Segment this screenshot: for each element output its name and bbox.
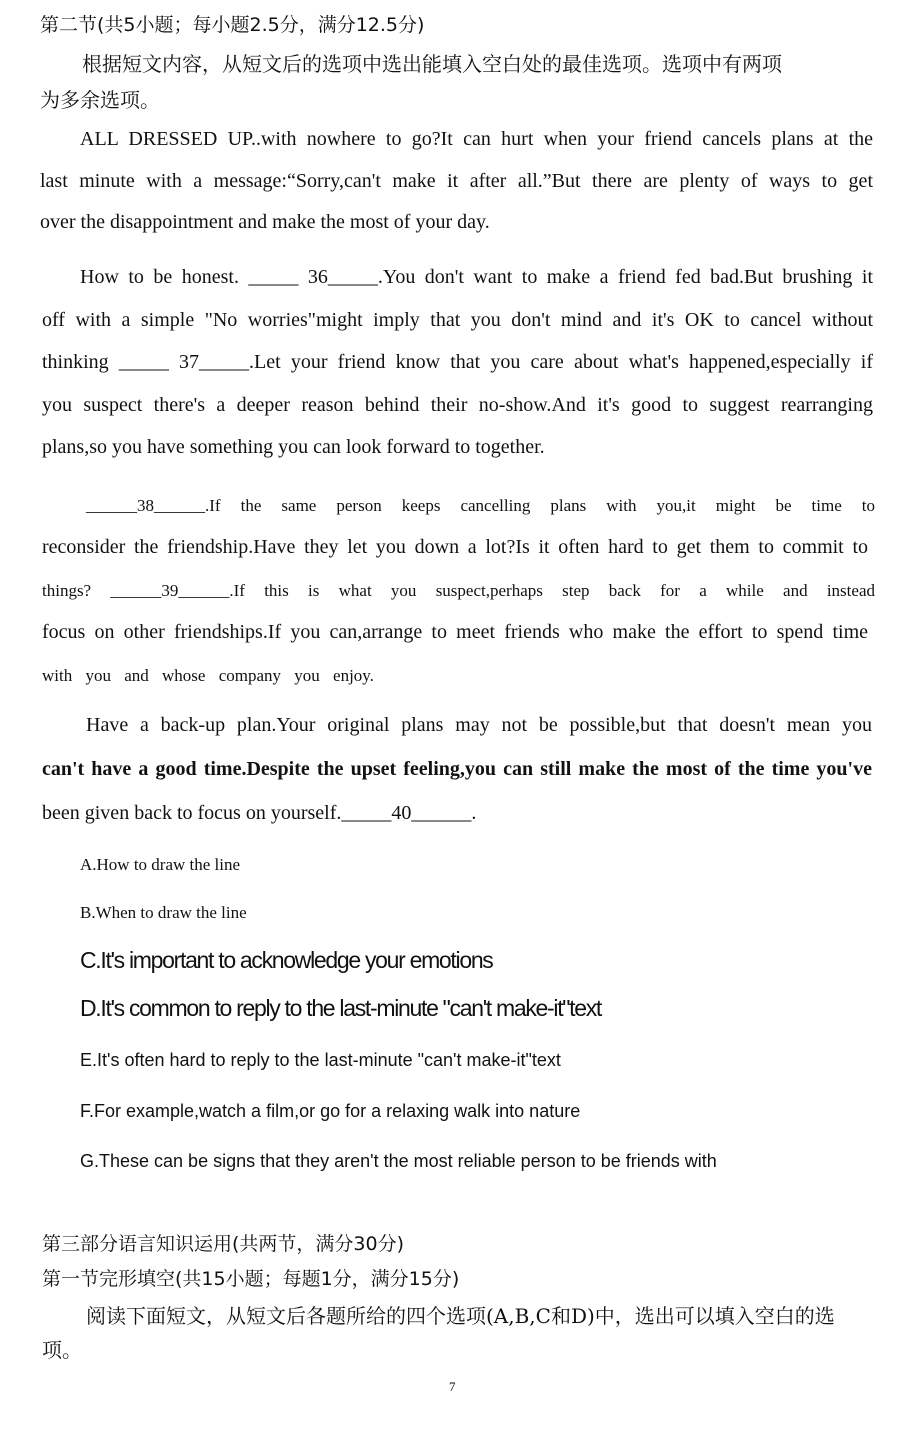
option-e: E.It's often hard to reply to the last-minute "can't make-it"text: [80, 1050, 561, 1070]
passage-line: things? ______39______.If this is what you suspect,perhaps step back for a while and instead: [42, 581, 875, 600]
option-g: G.These can be signs that they aren't the most reliable person to be friends with: [80, 1151, 717, 1171]
passage-line: plans,so you have something you can look forward to together.: [42, 436, 545, 458]
page-number: 7: [449, 1379, 456, 1394]
passage-line: thinking _____ 37_____.Let your friend know that you care about what's happened,especially if: [42, 351, 873, 373]
instruction-line: 根据短文内容，从短文后的选项中选出能填入空白处的最佳选项。选项中有两项: [82, 52, 782, 76]
passage-line: ALL DRESSED UP..with nowhere to go?It can hurt when your friend cancels plans at the: [80, 128, 873, 150]
passage-line: Have a back-up plan.Your original plans may not be possible,but that doesn't mean you: [86, 714, 872, 736]
option-c: C.It's important to acknowledge your emotions: [80, 947, 493, 973]
instruction-line: 为多余选项。: [40, 88, 160, 112]
passage-line: ______38______.If the same person keeps cancelling plans with you,it might be time to: [86, 496, 875, 515]
passage-line: How to be honest. _____ 36_____.You don't want to make a friend fed bad.But brushing it: [80, 266, 873, 288]
option-d: D.It's common to reply to the last-minute "can't make-it"text: [80, 995, 602, 1021]
passage-line: off with a simple "No worries"might imply that you don't mind and it's OK to cancel without: [42, 309, 873, 331]
passage-line: you suspect there's a deeper reason behind their no-show.And it's good to suggest rearranging: [42, 394, 873, 416]
passage-line: last minute with a message:“Sorry,can't make it after all.”But there are plenty of ways to get: [40, 170, 873, 192]
section-heading: 第二节(共5小题；每小题2.5分，满分12.5分): [40, 14, 425, 36]
passage-line: can't have a good time.Despite the upset feeling,you can still make the most of the time you've: [42, 758, 872, 780]
passage-line: over the disappointment and make the most of your day.: [40, 211, 490, 233]
section-heading: 第一节完形填空(共15小题；每题1分，满分15分): [42, 1268, 460, 1290]
passage-line: focus on other friendships.If you can,arrange to meet friends who make the effort to spend time: [42, 621, 868, 643]
passage-line: reconsider the friendship.Have they let you down a lot?Is it often hard to get them to commit to: [42, 536, 868, 558]
option-a: A.How to draw the line: [80, 855, 241, 874]
instruction-line: 阅读下面短文，从短文后各题所给的四个选项(A,B,C和D)中，选出可以填入空白的选: [86, 1304, 835, 1328]
option-b: B.When to draw the line: [80, 903, 247, 922]
part-heading: 第三部分语言知识运用(共两节，满分30分): [42, 1233, 405, 1255]
instruction-line: 项。: [42, 1338, 82, 1362]
passage-line: been given back to focus on yourself._____40______.: [42, 802, 477, 824]
passage-line: with you and whose company you enjoy.: [42, 666, 374, 685]
option-f: F.For example,watch a film,or go for a relaxing walk into nature: [80, 1101, 581, 1121]
